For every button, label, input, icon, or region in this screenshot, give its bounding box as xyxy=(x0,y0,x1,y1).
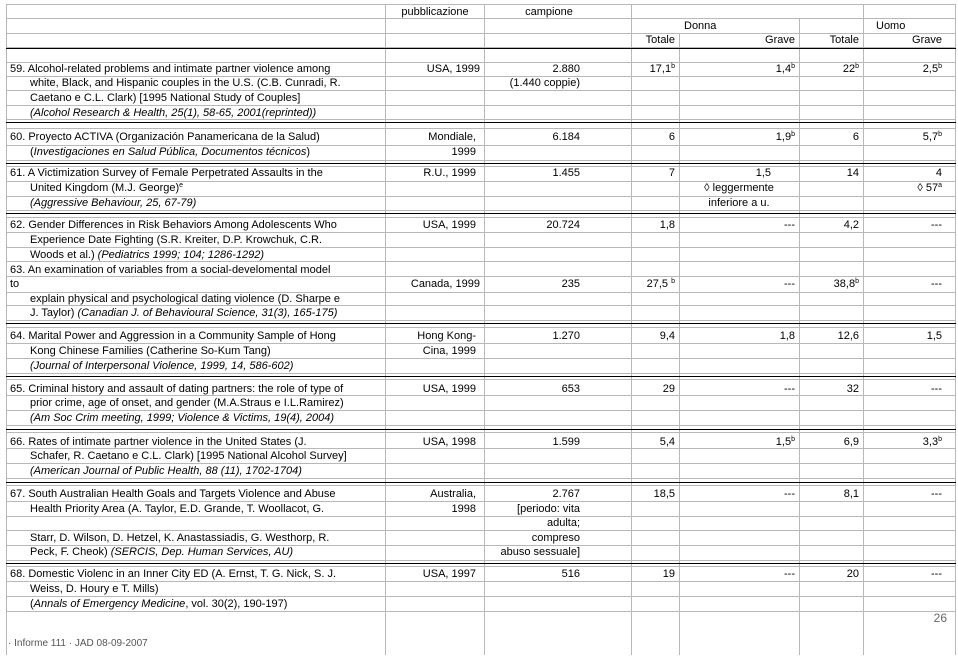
sample-note: adulta; xyxy=(546,517,580,529)
study-title: Starr, D. Wilson, D. Hetzel, K. Anastassiadis, G. Westhorp, R. xyxy=(30,532,330,544)
women-total-cell: 29 xyxy=(662,383,675,395)
women-total-cell: 1,8 xyxy=(659,219,675,231)
study-source: (Alcohol Research & Health, 25(1), 58-65, 2001(reprinted)) xyxy=(30,107,317,119)
grid-line xyxy=(6,128,956,129)
study-title: Health Priority Area (A. Taylor, E.D. Grande, T. Woollacot, G. xyxy=(30,503,325,515)
grid-line xyxy=(6,485,956,486)
women-severe-note: ◊ leggermente xyxy=(704,182,774,194)
grid-line xyxy=(679,33,680,655)
grid-line xyxy=(6,478,956,479)
grid-line xyxy=(6,373,956,374)
men-severe-cell: --- xyxy=(931,219,942,231)
sample-cell: 653 xyxy=(561,383,580,395)
study-title: 60. Proyecto ACTIVA (Organización Panamericana de la Salud) xyxy=(10,131,320,143)
header-uomo-totale: Totale xyxy=(829,34,859,46)
study-title: Weiss, D. Houry e T. Mills) xyxy=(30,583,159,595)
row-divider xyxy=(386,163,956,164)
row-divider xyxy=(386,323,956,324)
study-title: 63. An examination of variables from a social-develomental model xyxy=(10,264,331,276)
men-severe-cell: 4 xyxy=(935,167,942,179)
study-title: to xyxy=(10,278,20,290)
men-total-cell: 32 xyxy=(846,383,859,395)
header-campione: campione xyxy=(525,6,573,18)
row-divider xyxy=(6,563,386,564)
women-severe-cell: --- xyxy=(784,383,795,395)
women-severe-cell: --- xyxy=(784,568,795,580)
sample-note: abuso sessuale] xyxy=(500,546,580,558)
grid-line xyxy=(6,4,7,655)
women-total-cell: 27,5 $^b$ xyxy=(646,278,675,290)
publication-cell: USA, 1999 xyxy=(422,219,476,231)
sample-cell: 1.270 xyxy=(552,330,580,342)
header-donna-grave: Grave xyxy=(765,34,795,46)
women-severe-note: inferiore a u. xyxy=(708,197,770,209)
study-title: explain physical and psychological dating violence (D. Sharpe e xyxy=(30,293,341,305)
footer-note: · Informe 111 · JAD 08-09-2007 xyxy=(8,638,148,649)
study-title: prior crime, age of onset, and gender (M.A.Straus e I.L.Ramirez) xyxy=(30,397,344,409)
study-title: Caetano e C.L. Clark) [1995 National Study of Couples] xyxy=(30,92,301,104)
study-title: Kong Chinese Families (Catherine So-Kum Tang) xyxy=(30,345,271,357)
men-severe-note: ◊ 57$^a$ xyxy=(917,182,942,194)
grid-line xyxy=(6,611,956,612)
men-severe-cell: --- xyxy=(931,278,942,290)
study-source: (Aggressive Behaviour, 25, 67-79) xyxy=(30,197,197,209)
women-total-cell: 5,4 xyxy=(659,436,675,448)
study-title: J. Taylor) (Canadian J. of Behavioural Science, 31(3), 165-175) xyxy=(30,307,338,319)
publication-cell: USA, 1998 xyxy=(422,436,476,448)
study-source: (Investigaciones en Salud Pública, Documentos técnicos) xyxy=(30,146,311,158)
study-title: Woods et al.) (Pediatrics 1999; 104; 1286-1292) xyxy=(30,249,265,261)
study-source: (Annals of Emergency Medicine, vol. 30(2), 190-197) xyxy=(30,598,288,610)
row-divider xyxy=(6,122,386,123)
study-title: 65. Criminal history and assault of dating partners: the role of type of xyxy=(10,383,344,395)
study-title: 61. A Victimization Survey of Female Perpetrated Assaults in the xyxy=(10,167,323,179)
header-uomo-grave: Grave xyxy=(912,34,942,46)
men-severe-cell: --- xyxy=(931,383,942,395)
study-title: 64. Marital Power and Aggression in a Community Sample of Hong xyxy=(10,330,336,342)
women-severe-cell: 1,5 xyxy=(755,167,771,179)
women-total-cell: 17,1$^b$ xyxy=(649,63,675,75)
men-total-cell: 22$^b$ xyxy=(842,63,859,75)
study-source: (American Journal of Public Health, 88 (11), 1702-1704) xyxy=(30,465,302,477)
women-total-cell: 19 xyxy=(662,568,675,580)
men-total-cell: 6 xyxy=(852,131,859,143)
sample-cell: 2.767 xyxy=(552,488,580,500)
study-title: 67. South Australian Health Goals and Targets Violence and Abuse xyxy=(10,488,336,500)
men-total-cell: 8,1 xyxy=(843,488,859,500)
row-divider xyxy=(6,376,386,377)
women-total-cell: 7 xyxy=(668,167,675,179)
women-total-cell: 9,4 xyxy=(659,330,675,342)
publication-cell: Mondiale, xyxy=(428,131,476,143)
women-total-cell: 6 xyxy=(668,131,675,143)
row-divider xyxy=(6,213,386,214)
men-severe-cell: 1,5 xyxy=(926,330,942,342)
grid-line xyxy=(6,320,956,321)
women-severe-cell: 1,5$^b$ xyxy=(775,436,795,448)
study-title: United Kingdom (M.J. George)$^e$ xyxy=(30,182,184,194)
women-total-cell: 18,5 xyxy=(653,488,675,500)
study-title: Experience Date Fighting (S.R. Kreiter, D.P. Krowchuk, C.R. xyxy=(30,234,323,246)
women-severe-cell: 1,8 xyxy=(779,330,795,342)
row-divider xyxy=(6,163,386,164)
study-source: (Journal of Interpersonal Violence, 1999, 14, 586-602) xyxy=(30,360,294,372)
study-title: 59. Alcohol-related problems and intimate partner violence among xyxy=(10,63,331,75)
row-divider xyxy=(386,376,956,377)
row-divider xyxy=(6,429,386,430)
sample-cell: 6.184 xyxy=(552,131,580,143)
publication-cell: Hong Kong- xyxy=(417,330,476,342)
grid-line xyxy=(6,160,956,161)
publication-cell: 1999 xyxy=(451,146,476,158)
grid-line xyxy=(6,432,956,433)
women-severe-cell: 1,4$^b$ xyxy=(775,63,795,75)
men-severe-cell: 5,7$^b$ xyxy=(922,131,942,143)
grid-line xyxy=(955,4,956,655)
row-divider xyxy=(6,482,386,483)
grid-line xyxy=(6,327,956,328)
men-total-cell: 12,6 xyxy=(837,330,859,342)
study-title: 68. Domestic Violenc in an Inner City ED (A. Ernst, T. G. Nick, S. J. xyxy=(10,568,337,580)
sample-note: [periodo: vita xyxy=(517,503,580,515)
men-total-cell: 14 xyxy=(846,167,859,179)
grid-line xyxy=(6,379,956,380)
publication-cell: Cina, 1999 xyxy=(422,345,476,357)
row-divider xyxy=(386,563,956,564)
header-donna: Donna xyxy=(684,20,717,32)
women-severe-cell: --- xyxy=(784,278,795,290)
study-title: 62. Gender Differences in Risk Behaviors Among Adolescents Who xyxy=(10,219,337,231)
study-title: 66. Rates of intimate partner violence in the United States (J. xyxy=(10,436,307,448)
grid-line xyxy=(6,425,956,426)
sample-cell: 235 xyxy=(561,278,580,290)
grid-line xyxy=(6,210,956,211)
header-donna-totale: Totale xyxy=(645,34,675,46)
men-total-cell: 4,2 xyxy=(843,219,859,231)
sample-cell: 1.455 xyxy=(552,167,580,179)
sample-cell: 516 xyxy=(561,568,580,580)
header-pubblicazione: pubblicazione xyxy=(401,6,469,18)
study-title: Schafer, R. Caetano e C.L. Clark) [1995 National Alcohol Survey] xyxy=(30,450,347,462)
header-rule xyxy=(386,48,956,49)
sample-note: compreso xyxy=(531,532,580,544)
grid-line xyxy=(6,516,956,517)
study-source: (Am Soc Crim meeting, 1999; Violence & Victims, 19(4), 2004) xyxy=(30,412,335,424)
row-divider xyxy=(386,482,956,483)
sample-cell: 2.880 xyxy=(552,63,580,75)
row-divider xyxy=(386,213,956,214)
publication-cell: Australia, xyxy=(430,488,476,500)
study-title: white, Black, and Hispanic couples in the U.S. (C.B. Cunradi, R. xyxy=(30,77,341,89)
row-divider xyxy=(386,122,956,123)
sample-cell: 1.599 xyxy=(552,436,580,448)
publication-cell: 1998 xyxy=(451,503,476,515)
men-severe-cell: 3,3$^b$ xyxy=(922,436,942,448)
men-severe-cell: --- xyxy=(931,488,942,500)
study-title: Peck, F. Cheok) (SERCIS, Dep. Human Services, AU) xyxy=(30,546,294,558)
men-severe-cell: --- xyxy=(931,568,942,580)
row-divider xyxy=(6,323,386,324)
men-severe-cell: 2,5$^b$ xyxy=(922,63,942,75)
men-total-cell: 38,8$^b$ xyxy=(833,278,859,290)
sample-cell: 20.724 xyxy=(546,219,580,231)
publication-cell: Canada, 1999 xyxy=(410,278,480,290)
publication-cell: USA, 1997 xyxy=(422,568,476,580)
header-uomo: Uomo xyxy=(876,20,906,32)
men-total-cell: 6,9 xyxy=(843,436,859,448)
women-severe-cell: --- xyxy=(784,488,795,500)
men-total-cell: 20 xyxy=(846,568,859,580)
header-rule xyxy=(6,48,386,49)
publication-cell: R.U., 1999 xyxy=(423,167,476,179)
publication-cell: USA, 1999 xyxy=(422,383,476,395)
women-severe-cell: 1,9$^b$ xyxy=(775,131,795,143)
page-number: 26 xyxy=(933,611,947,625)
publication-cell: USA, 1999 xyxy=(426,63,480,75)
grid-line xyxy=(6,560,956,561)
row-divider xyxy=(386,429,956,430)
sample-note: (1.440 coppie) xyxy=(509,77,580,89)
women-severe-cell: --- xyxy=(784,219,795,231)
